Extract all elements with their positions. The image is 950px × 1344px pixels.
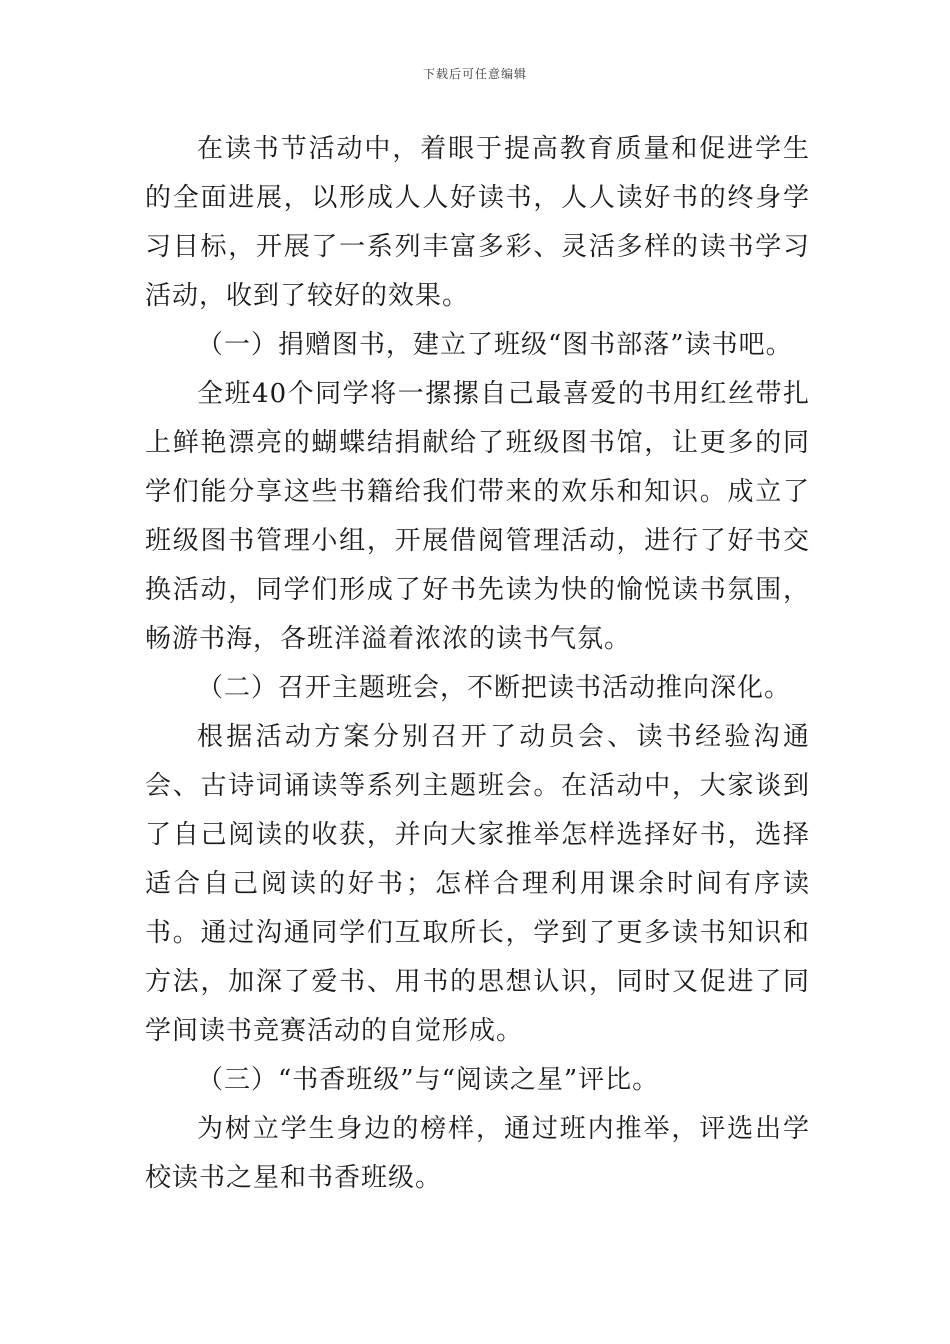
intro-paragraph: 在读书节活动中，着眼于提高教育质量和促进学生的全面进展，以形成人人好读书，人人读好书的终身学习目标，开展了一系列丰富多彩、灵活多样的读书学习活动，收到了较好的效果。 xyxy=(145,134,810,311)
section-3-paragraph: 为树立学生身边的榜样，通过班内推举，评选出学校读书之星和书香班级。 xyxy=(145,1114,810,1193)
section-3-heading: （三）“书香班级”与“阅读之星”评比。 xyxy=(197,1065,660,1095)
section-2-paragraph: 根据活动方案分别召开了动员会、读书经验沟通会、古诗词诵读等系列主题班会。在活动中，大家谈到了自己阅读的收获，并向大家推举怎样选择好书，选择适合自己阅读的好书；怎样合理利用课余时间有序读书。通过沟通同学们互取所长，学到了更多读书知识和方法，加深了爱书、用书的思想认识，同时又促进了同学间读书竞赛活动的自觉形成。 xyxy=(145,722,810,1046)
document-body xyxy=(145,125,810,1203)
section-2-heading: （二）召开主题班会，不断把读书活动推向深化。 xyxy=(197,673,792,703)
section-1-heading: （一）捐赠图书，建立了班级“图书部落”读书吧。 xyxy=(197,330,793,360)
section-1-paragraph: 全班40个同学将一摞摞自己最喜爱的书用红丝带扎上鲜艳漂亮的蝴蝶结捐献给了班级图书馆，让更多的同学们能分享这些书籍给我们带来的欢乐和知识。成立了班级图书管理小组，开展借阅管理活动，进行了好书交换活动，同学们形成了好书先读为快的愉悦读书氛围，畅游书海，各班洋溢着浓浓的读书气氛。 xyxy=(145,379,810,654)
page-header-note: 下载后可任意编辑 xyxy=(422,67,527,81)
